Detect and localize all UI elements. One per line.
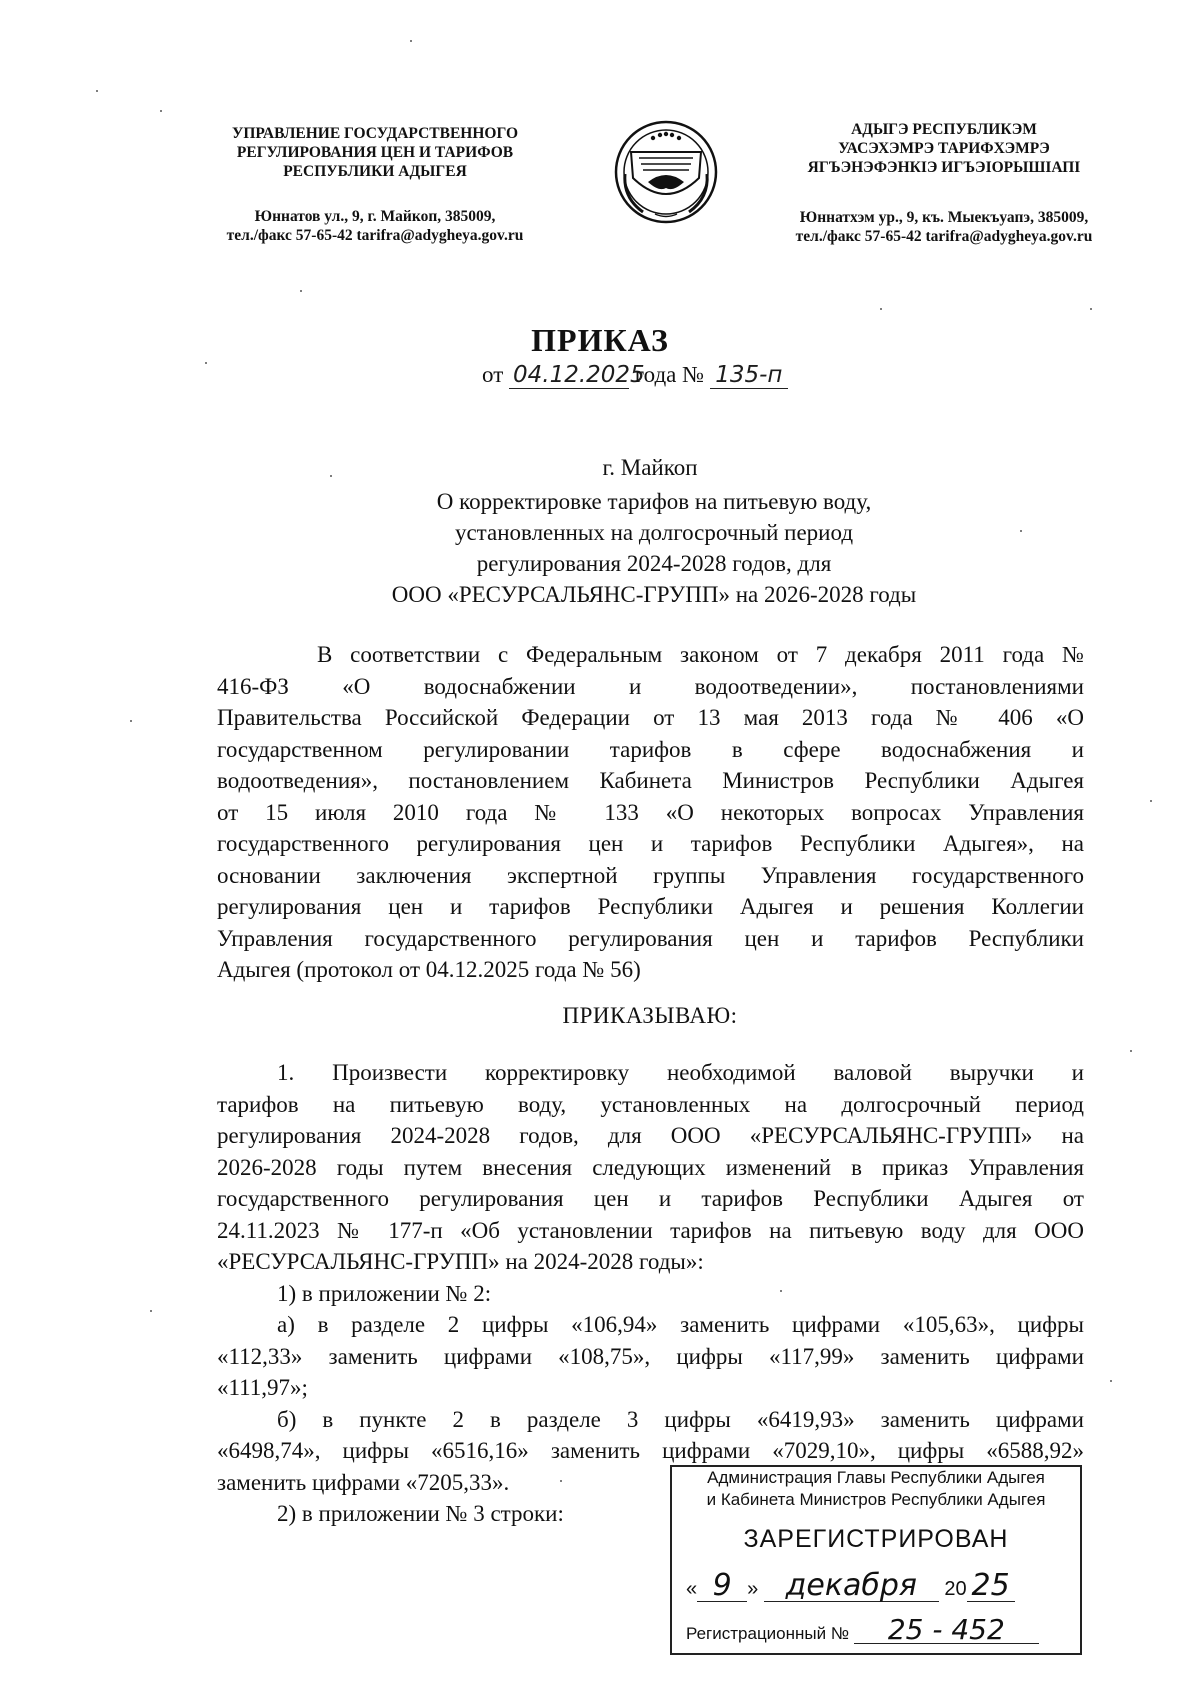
scan-speck (96, 90, 98, 92)
item-1-line: 1. Произвести корректировку необходимой валовой выручки и (277, 1060, 1084, 1085)
scan-speck (1130, 1050, 1132, 1052)
scan-speck (410, 40, 412, 42)
item-1-line: 2026-2028 годы путем внесения следующих изменений в приказ Управления (217, 1154, 1084, 1180)
city: г. Майкоп (602, 455, 698, 480)
scan-speck (300, 290, 302, 292)
header-left-contact: тел./факс 57-65-42 tarifra@adygheya.gov.ru (226, 227, 524, 244)
sub-item-1b-line: «6498,74», цифры «6516,16» заменить цифрами «7029,10», цифры «6588,92» (217, 1438, 1084, 1463)
item-1-paragraph (217, 1057, 1084, 1530)
scan-speck (1020, 530, 1022, 532)
stamp-year-suffix: 25 (967, 1571, 1015, 1602)
header-left-line2: РЕГУЛИРОВАНИЯ ЦЕН И ТАРИФОВ (236, 144, 514, 161)
stamp-day: 9 (697, 1571, 747, 1602)
scan-speck (330, 475, 332, 477)
date-prefix: от (482, 362, 504, 387)
sub-item-1b-line: б) в пункте 2 в разделе 3 цифры «6419,93» заменить цифрами (277, 1406, 1084, 1432)
preamble-line: 416-ФЗ «О водоснабжении и водоотведении», постановлениями (217, 673, 1084, 699)
scan-speck (1110, 1380, 1112, 1382)
scan-speck (1150, 800, 1152, 802)
preamble-line: государственного регулирования цен и тарифов Республики Адыгея», на (217, 831, 1084, 856)
subject-line: О корректировке тарифов на питьевую воду, (436, 489, 872, 514)
preamble-line: Адыгея (протокол от 04.12.2025 года № 56) (217, 957, 641, 982)
preamble-line: государственном регулировании тарифов в сфере водоснабжения и (217, 736, 1084, 762)
preamble-line: водоотведения», постановлением Кабинета Министров Республики Адыгея (217, 768, 1084, 793)
registration-stamp (670, 1465, 1082, 1655)
stamp-org-line1: Администрация Главы Республики Адыгея (672, 1467, 1080, 1489)
stamp-status: ЗАРЕГИСТРИРОВАН (743, 1525, 1009, 1553)
stamp-month: декабря (764, 1571, 939, 1602)
header-right-contact: тел./факс 57-65-42 tarifra@adygheya.gov.ru (795, 228, 1093, 245)
sub-item-1a-line: «111,97»; (217, 1375, 308, 1400)
header-left (186, 124, 564, 245)
item-1-line: тарифов на питьевую воду, установленных на долгосрочный период (217, 1091, 1084, 1117)
scan-speck (1090, 308, 1092, 310)
preamble-line: Правительства Российской Федерации от 13 мая 2013 года № 406 «О (217, 705, 1084, 730)
year-number-label: года № (634, 362, 705, 387)
document-title: ПРИКАЗ (531, 322, 669, 358)
stamp-year-prefix: 20 (944, 1578, 967, 1600)
preamble-line: Управления государственного регулирования цен и тарифов Республики (217, 925, 1084, 951)
order-word: ПРИКАЗЫВАЮ: (562, 1003, 738, 1028)
stamp-reg-label: Регистрационный № (686, 1624, 850, 1643)
subject-line: установленных на долгосрочный период (454, 520, 854, 545)
header-left-line1: УПРАВЛЕНИЕ ГОСУДАРСТВЕННОГО (231, 125, 519, 142)
sub-item-2: 2) в приложении № 3 строки: (277, 1501, 564, 1526)
header-left-line3: РЕСПУБЛИКИ АДЫГЕЯ (283, 163, 467, 180)
item-1-line: регулирования 2024-2028 годов, для ООО «РЕСУРСАЛЬЯНС-ГРУПП» на (217, 1123, 1084, 1148)
stamp-reg-number: 25 - 452 (854, 1617, 1039, 1644)
stamp-date: « 9 » декабря 20 25 (686, 1571, 1015, 1602)
item-1-line: «РЕСУРСАЛЬЯНС-ГРУПП» на 2024-2028 годы»: (217, 1249, 704, 1274)
scan-speck (560, 1480, 562, 1482)
header-left-address: Юннатов ул., 9, г. Майкоп, 385009, (254, 208, 496, 225)
preamble-line: от 15 июля 2010 года № 133 «О некоторых вопросах Управления (217, 799, 1084, 825)
header-right (760, 120, 1128, 246)
scan-speck (880, 308, 882, 310)
preamble-paragraph (217, 639, 1084, 986)
document-subject (336, 486, 972, 610)
item-1-line: 24.11.2023 № 177-п «Об установлении тарифов на питьевую воду для ООО (217, 1217, 1084, 1243)
subject-line: регулирования 2024-2028 годов, для (476, 551, 832, 576)
order-number-value: 135-п (710, 362, 788, 389)
stamp-reg-line (686, 1613, 1039, 1646)
scan-speck (150, 1310, 152, 1312)
header-right-line3: ЯГЪЭНЭФЭНКІЭ ИГЪЭІОРЫШІАПІ (807, 159, 1081, 176)
preamble-line: основании заключения экспертной группы Управления государственного (217, 862, 1084, 888)
date-value: 04.12.2025 (509, 362, 629, 389)
header-right-line1: АДЫГЭ РЕСПУБЛИКЭМ (851, 121, 1037, 138)
coat-of-arms-emblem-icon (613, 118, 719, 226)
sub-item-1a-line: «112,33» заменить цифрами «108,75», цифры «117,99» заменить цифрами (217, 1343, 1084, 1369)
scan-speck (160, 110, 162, 112)
subject-line: ООО «РЕСУРСАЛЬЯНС-ГРУПП» на 2026-2028 годы (391, 582, 917, 607)
preamble-line: регулирования цен и тарифов Республики Адыгея и решения Коллегии (217, 894, 1084, 919)
document-date-line (482, 362, 788, 389)
header-right-address: Юннатхэм ур., 9, къ. Мыекъуапэ, 385009, (799, 209, 1089, 226)
sub-item-1a-line: а) в разделе 2 цифры «106,94» заменить цифрами «105,63», цифры (277, 1312, 1084, 1337)
header-right-line2: УАСЭХЭМРЭ ТАРИФХЭМРЭ (838, 140, 1050, 157)
scan-speck (130, 720, 132, 722)
item-1-line: государственного регулирования цен и тарифов Республики Адыгея от (217, 1186, 1084, 1211)
scan-speck (205, 362, 207, 364)
sub-item-1: 1) в приложении № 2: (277, 1280, 492, 1306)
preamble-line: В соответствии с Федеральным законом от 7 декабря 2011 года № (317, 642, 1084, 667)
stamp-org-line2: и Кабинета Министров Республики Адыгея (706, 1490, 1046, 1509)
scan-speck (780, 1290, 782, 1292)
sub-item-1b-line: заменить цифрами «7205,33». (217, 1469, 510, 1495)
